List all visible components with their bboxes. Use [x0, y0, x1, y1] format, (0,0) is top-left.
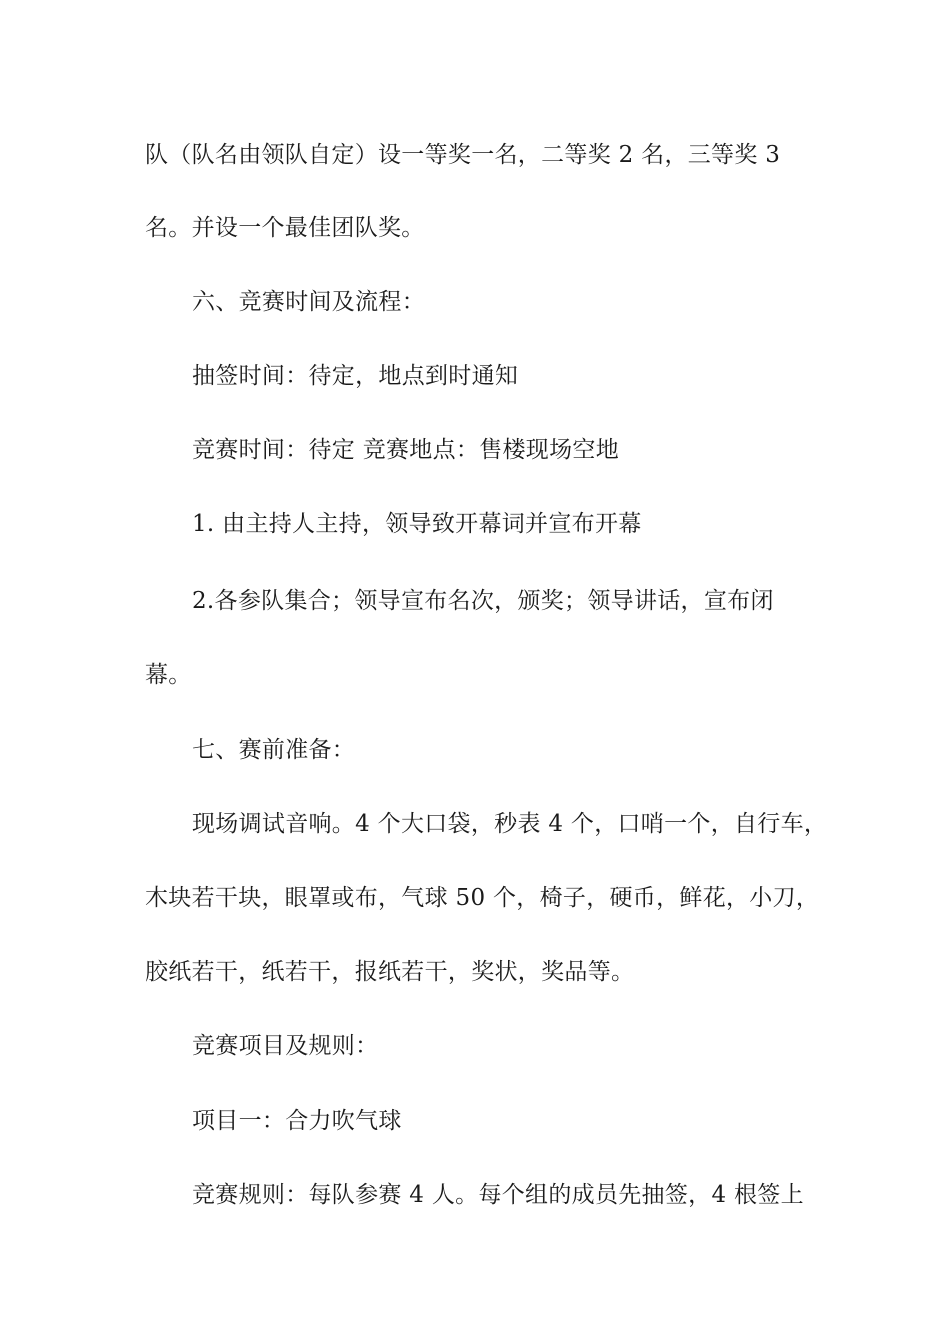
paragraph-line: 队（队名由领队自定）设一等奖一名，二等奖 2 名，三等奖 3: [145, 142, 781, 168]
section-heading: 六、竞赛时间及流程：: [192, 289, 425, 315]
subsection-heading: 竞赛项目及规则：: [192, 1033, 379, 1059]
section-heading: 七、赛前准备：: [192, 737, 356, 763]
paragraph-line: 抽签时间：待定，地点到时通知: [192, 363, 519, 389]
list-item: 1. 由主持人主持，领导致开幕词并宣布开幕: [192, 511, 642, 537]
paragraph-line: 名。并设一个最佳团队奖。: [145, 215, 425, 241]
paragraph-line: 胶纸若干，纸若干，报纸若干，奖状，奖品等。: [145, 959, 635, 985]
paragraph-line: 竞赛时间：待定 竞赛地点：售楼现场空地: [192, 437, 620, 463]
paragraph-line: 现场调试音响。4 个大口袋，秒表 4 个，口哨一个，自行车，: [192, 811, 828, 837]
paragraph-line: 木块若干块，眼罩或布，气球 50 个，椅子，硬币，鲜花，小刀，: [145, 885, 820, 911]
list-item: 2.各参队集合；领导宣布名次，颁奖；领导讲话，宣布闭: [192, 588, 774, 614]
paragraph-line: 幕。: [145, 662, 192, 688]
paragraph-line: 竞赛规则：每队参赛 4 人。每个组的成员先抽签，4 根签上: [192, 1182, 804, 1208]
subsection-heading: 项目一：合力吹气球: [192, 1108, 402, 1134]
